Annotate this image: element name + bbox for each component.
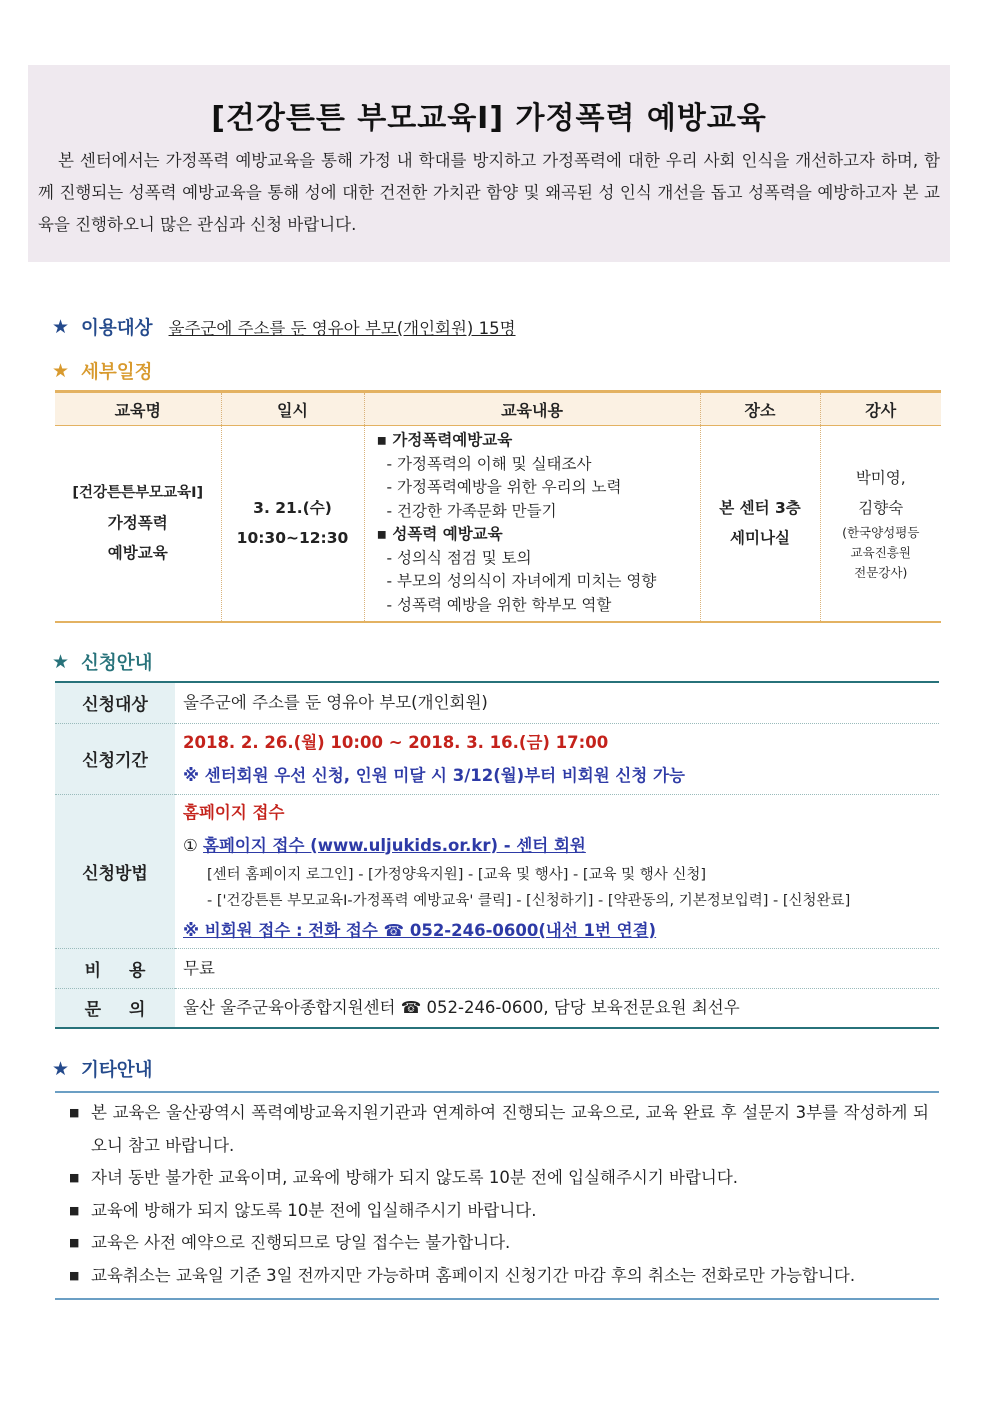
star-icon: ★ <box>52 1058 70 1080</box>
square-bullet-icon: ■ <box>69 1171 80 1184</box>
method-step: - ['건강튼튼 부모교육Ⅰ-가정폭력 예방교육' 클릭] - [신청하기] - [약관동의, 기본정보입력] - [신청완료] <box>207 892 851 909</box>
list-item <box>69 1227 929 1260</box>
method-heading: 홈페이지 접수 <box>183 802 285 822</box>
program-name-line: 가정폭력 <box>107 514 168 533</box>
content-item: - 건강한 가족문화 만들기 <box>386 501 557 520</box>
misc-text: 자녀 동반 불가한 교육이며, 교육에 방해가 되지 않도록 10분 전에 입실해주시기 바랍니다. <box>91 1168 739 1187</box>
apply-method-label: 신청방법 <box>55 794 175 948</box>
list-item <box>69 1162 929 1195</box>
apply-row <box>55 988 939 1028</box>
lecturer-org-line: (한국양성평등 <box>842 525 920 541</box>
col-header: 장소 <box>700 392 820 426</box>
col-header: 교육내용 <box>364 392 700 426</box>
apply-period-value: 2018. 2. 26.(월) 10:00 ~ 2018. 3. 16.(금) 17:00 <box>183 732 609 752</box>
schedule-label: 세부일정 <box>81 362 153 383</box>
misc-text: 교육은 사전 예약으로 진행되므로 당일 접수는 불가합니다. <box>91 1233 511 1252</box>
fee-label: 비 용 <box>55 948 175 988</box>
content-item: - 성의식 점검 및 토의 <box>386 548 532 567</box>
content-item: - 가정폭력예방을 위한 우리의 노력 <box>386 478 622 497</box>
apply-period-cell <box>175 723 939 794</box>
col-header: 일시 <box>221 392 364 426</box>
apply-target-value: 울주군에 주소를 둔 영유아 부모(개인회원) <box>183 693 488 713</box>
col-header: 교육명 <box>55 392 221 426</box>
method-step: [센터 홈페이지 로그인] - [가정양육지원] - [교육 및 행사] - [교육 및 행사 신청] <box>207 866 707 883</box>
misc-text: 본 교육은 울산광역시 폭력예방교육지원기관과 연계하여 진행되는 교육으로, 교육 완료 후 설문지 3부를 작성하게 되오니 참고 바랍니다. <box>91 1103 929 1155</box>
contact-label: 문 의 <box>55 988 175 1028</box>
place-cell <box>700 426 820 622</box>
apply-table <box>55 681 939 1029</box>
apply-label: 신청안내 <box>81 653 153 674</box>
schedule-section-heading <box>52 358 153 384</box>
content-item: - 가정폭력의 이해 및 실태조사 <box>386 454 592 473</box>
star-icon: ★ <box>52 316 70 338</box>
content-heading: ▪ 가정폭력예방교육 <box>376 431 513 450</box>
target-label: 이용대상 <box>81 318 153 339</box>
content-item: - 부모의 성의식이 자녀에게 미치는 영향 <box>386 572 657 591</box>
col-header: 강사 <box>820 392 941 426</box>
target-text: 울주군에 주소를 둔 영유아 부모(개인회원) 15명 <box>168 319 516 338</box>
lecturer-line: 박미영, <box>855 469 906 488</box>
content-heading: ▪ 성폭력 예방교육 <box>376 525 503 544</box>
apply-method-cell <box>175 794 939 948</box>
misc-text: 교육취소는 교육일 기준 3일 전까지만 가능하며 홈페이지 신청기간 마감 후의 취소는 전화로만 가능합니다. <box>91 1265 856 1285</box>
apply-target-label: 신청대상 <box>55 682 175 723</box>
square-bullet-icon: ■ <box>69 1236 80 1249</box>
lecturer-cell <box>820 426 941 622</box>
apply-period-label: 신청기간 <box>55 723 175 794</box>
program-name-cell <box>55 426 221 622</box>
content-item: - 성폭력 예방을 위한 학부모 역할 <box>386 595 612 614</box>
schedule-header-row <box>55 392 941 426</box>
homepage-link[interactable]: 홈페이지 접수 (www.uljukids.or.kr) - 센터 회원 <box>203 835 586 855</box>
date-line: 3. 21.(수) <box>253 499 332 518</box>
list-item <box>69 1195 929 1228</box>
header-box <box>28 65 950 262</box>
lecturer-line: 김향숙 <box>858 499 904 518</box>
misc-list <box>55 1091 939 1300</box>
contact-value: 울산 울주군육아종합지원센터 ☎ 052-246-0600, 담당 보육전문요원 최선우 <box>175 988 939 1028</box>
phone-apply-note: ※ 비회원 접수 : 전화 접수 ☎ 052-246-0600(내선 1번 연결) <box>183 920 657 940</box>
time-line: 10:30~12:30 <box>236 529 349 548</box>
intro-paragraph: 본 센터에서는 가정폭력 예방교육을 통해 가정 내 학대를 방지하고 가정폭력에 대한 우리 사회 인식을 개선하고자 하며, 함께 진행되는 성폭력 예방교육을 통해 성에 대한 건전한 가치관 함양 및 왜곡된 성 인식 개선을 돕고 성폭력을 예방하고자 본 교육을 진행하오니 많은 관심과 신청 바랍니다. <box>38 151 940 234</box>
list-item <box>69 1097 929 1162</box>
target-section <box>52 314 516 340</box>
apply-row <box>55 723 939 794</box>
apply-row <box>55 682 939 723</box>
square-bullet-icon: ■ <box>69 1268 80 1282</box>
place-line: 세미나실 <box>730 529 790 548</box>
star-icon: ★ <box>52 360 70 382</box>
method-link-line <box>183 829 939 862</box>
intro-text <box>38 145 940 241</box>
apply-period-note: ※ 센터회원 우선 신청, 인원 미달 시 3/12(월)부터 비회원 신청 가능 <box>183 765 685 785</box>
apply-row <box>55 948 939 988</box>
square-bullet-icon: ■ <box>69 1106 80 1119</box>
apply-row <box>55 794 939 948</box>
misc-label: 기타안내 <box>81 1060 153 1081</box>
date-cell <box>221 426 364 622</box>
misc-section-heading <box>52 1056 153 1082</box>
lecturer-org-line: 교육진흥원 <box>850 545 911 561</box>
misc-text: 교육에 방해가 되지 않도록 10분 전에 입실해주시기 바랍니다. <box>91 1200 537 1220</box>
fee-value: 무료 <box>175 948 939 988</box>
schedule-table <box>55 390 941 623</box>
program-name-line: 예방교육 <box>107 544 168 563</box>
place-line: 본 센터 3층 <box>719 499 801 518</box>
page-title: [건강튼튼 부모교육Ⅰ] 가정폭력 예방교육 <box>211 101 767 136</box>
method-number: ① <box>183 835 198 855</box>
program-name-line: [건강튼튼부모교육Ⅰ] <box>72 485 204 502</box>
apply-section-heading <box>52 649 153 675</box>
schedule-row <box>55 426 941 622</box>
lecturer-org-line: 전문강사) <box>854 565 908 581</box>
list-item <box>69 1260 929 1293</box>
square-bullet-icon: ■ <box>69 1203 80 1217</box>
content-cell <box>364 426 700 622</box>
star-icon: ★ <box>52 651 70 673</box>
